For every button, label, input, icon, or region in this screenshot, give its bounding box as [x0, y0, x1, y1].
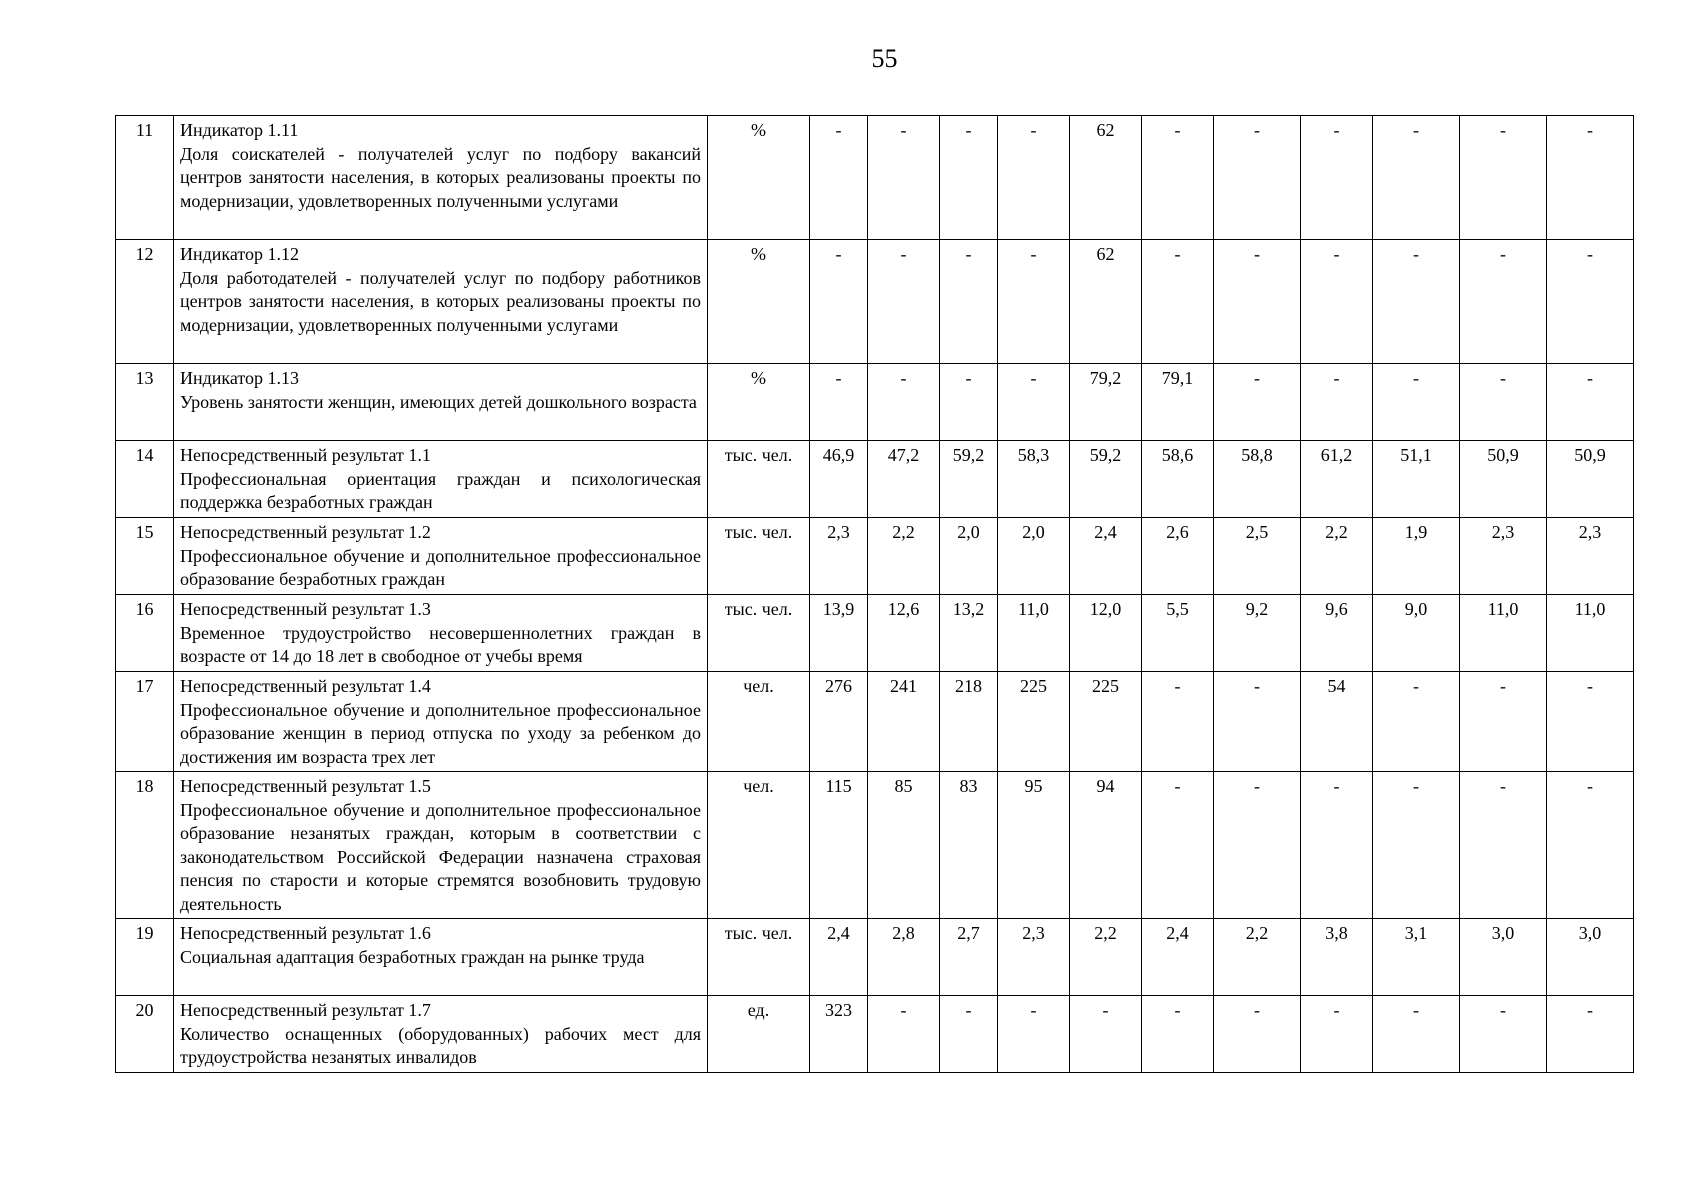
indicator-text: Доля соискателей - получателей услуг по подбору вакансий центров занятости населения, в которых реализованы проекты по модернизации, удовлетворенных полученными услугами [180, 143, 701, 211]
value-cell: - [868, 996, 940, 1073]
value-cell: 2,4 [810, 919, 868, 996]
indicator-title: Непосредственный результат 1.3 [180, 599, 431, 619]
unit-cell: чел. [708, 672, 810, 772]
value-cell: 13,9 [810, 595, 868, 672]
indicator-title: Непосредственный результат 1.4 [180, 676, 431, 696]
row-number: 19 [116, 919, 174, 996]
value-cell: 3,0 [1460, 919, 1547, 996]
value-cell: - [940, 364, 998, 441]
indicator-description [174, 116, 708, 240]
value-cell: - [1214, 364, 1301, 441]
value-cell: - [1373, 672, 1460, 772]
value-cell: 11,0 [1547, 595, 1634, 672]
value-cell: 225 [1070, 672, 1142, 772]
value-cell: 94 [1070, 772, 1142, 919]
value-cell: - [1142, 116, 1214, 240]
value-cell: 2,0 [998, 518, 1070, 595]
value-cell: 2,3 [1547, 518, 1634, 595]
value-cell: 54 [1301, 672, 1373, 772]
value-cell: 95 [998, 772, 1070, 919]
row-number: 17 [116, 672, 174, 772]
value-cell: 3,1 [1373, 919, 1460, 996]
value-cell: - [1460, 364, 1547, 441]
unit-cell: тыс. чел. [708, 919, 810, 996]
value-cell: 61,2 [1301, 441, 1373, 518]
value-cell: 2,2 [1214, 919, 1301, 996]
table-row [116, 595, 1634, 672]
indicator-title: Непосредственный результат 1.2 [180, 522, 431, 542]
value-cell: - [1142, 672, 1214, 772]
table-row [116, 441, 1634, 518]
value-cell: - [1547, 364, 1634, 441]
row-number: 20 [116, 996, 174, 1073]
value-cell: 2,3 [810, 518, 868, 595]
value-cell: 276 [810, 672, 868, 772]
value-cell: - [1547, 116, 1634, 240]
indicator-text: Профессиональное обучение и дополнительное профессиональное образование женщин в период отпуска по уходу за ребенком до достижения им возраста трех лет [180, 699, 701, 767]
table-row [116, 364, 1634, 441]
value-cell: 241 [868, 672, 940, 772]
value-cell: 2,2 [1301, 518, 1373, 595]
indicator-description [174, 919, 708, 996]
value-cell: - [940, 116, 998, 240]
indicator-text: Количество оснащенных (оборудованных) рабочих мест для трудоустройства незанятых инвалидов [180, 1023, 701, 1067]
indicator-title: Индикатор 1.11 [180, 120, 299, 140]
value-cell: - [1142, 772, 1214, 919]
value-cell: - [1373, 996, 1460, 1073]
value-cell: 2,8 [868, 919, 940, 996]
value-cell: 218 [940, 672, 998, 772]
indicator-text: Профессиональная ориентация граждан и психологическая поддержка безработных граждан [180, 468, 701, 512]
unit-cell: тыс. чел. [708, 595, 810, 672]
value-cell: 3,8 [1301, 919, 1373, 996]
value-cell: 12,6 [868, 595, 940, 672]
value-cell: - [1547, 672, 1634, 772]
value-cell: - [1460, 240, 1547, 364]
indicator-description [174, 996, 708, 1073]
value-cell: 12,0 [1070, 595, 1142, 672]
value-cell: 58,8 [1214, 441, 1301, 518]
indicator-text: Профессиональное обучение и дополнительное профессиональное образование безработных граждан [180, 545, 701, 589]
value-cell: 47,2 [868, 441, 940, 518]
indicator-title: Непосредственный результат 1.1 [180, 445, 431, 465]
value-cell: - [1214, 240, 1301, 364]
unit-cell: % [708, 240, 810, 364]
value-cell: 50,9 [1547, 441, 1634, 518]
row-number: 16 [116, 595, 174, 672]
value-cell: - [998, 996, 1070, 1073]
value-cell: 3,0 [1547, 919, 1634, 996]
value-cell: - [1373, 116, 1460, 240]
row-number: 11 [116, 116, 174, 240]
indicator-text: Профессиональное обучение и дополнительное профессиональное образование незанятых граждан, которым в соответствии с законодательством Российской Федерации назначена страховая пенсия по старости и которые стремятся возобновить трудовую деятельность [180, 799, 701, 914]
value-cell: - [1547, 772, 1634, 919]
unit-cell: % [708, 364, 810, 441]
indicator-title: Непосредственный результат 1.7 [180, 1000, 431, 1020]
value-cell: - [1214, 996, 1301, 1073]
value-cell: - [1301, 240, 1373, 364]
value-cell: 115 [810, 772, 868, 919]
value-cell: 2,6 [1142, 518, 1214, 595]
row-number: 13 [116, 364, 174, 441]
indicator-title: Непосредственный результат 1.5 [180, 776, 431, 796]
value-cell: - [810, 240, 868, 364]
value-cell: 59,2 [1070, 441, 1142, 518]
indicator-description [174, 772, 708, 919]
value-cell: - [1547, 996, 1634, 1073]
unit-cell: % [708, 116, 810, 240]
value-cell: - [810, 364, 868, 441]
value-cell: - [1301, 772, 1373, 919]
value-cell: 1,9 [1373, 518, 1460, 595]
value-cell: 13,2 [940, 595, 998, 672]
value-cell: 50,9 [1460, 441, 1547, 518]
value-cell: 9,0 [1373, 595, 1460, 672]
value-cell: 9,2 [1214, 595, 1301, 672]
value-cell: - [1301, 996, 1373, 1073]
row-number: 14 [116, 441, 174, 518]
indicator-title: Индикатор 1.12 [180, 244, 300, 264]
value-cell: 2,4 [1142, 919, 1214, 996]
value-cell: 59,2 [940, 441, 998, 518]
row-number: 15 [116, 518, 174, 595]
value-cell: - [1214, 116, 1301, 240]
indicator-description [174, 595, 708, 672]
value-cell: - [1373, 364, 1460, 441]
value-cell: - [1547, 240, 1634, 364]
indicator-title: Индикатор 1.13 [180, 368, 300, 388]
value-cell: 51,1 [1373, 441, 1460, 518]
value-cell: 62 [1070, 240, 1142, 364]
indicator-description [174, 441, 708, 518]
value-cell: 2,3 [998, 919, 1070, 996]
value-cell: 11,0 [998, 595, 1070, 672]
row-number: 18 [116, 772, 174, 919]
unit-cell: чел. [708, 772, 810, 919]
table-row [116, 996, 1634, 1073]
value-cell: 46,9 [810, 441, 868, 518]
value-cell: - [868, 116, 940, 240]
value-cell: - [1373, 240, 1460, 364]
value-cell: - [1460, 772, 1547, 919]
value-cell: - [1070, 996, 1142, 1073]
table-row [116, 772, 1634, 919]
unit-cell: тыс. чел. [708, 518, 810, 595]
value-cell: 2,5 [1214, 518, 1301, 595]
value-cell: - [1214, 772, 1301, 919]
table-row [116, 116, 1634, 240]
value-cell: 83 [940, 772, 998, 919]
indicator-description [174, 364, 708, 441]
value-cell: 323 [810, 996, 868, 1073]
table-row [116, 919, 1634, 996]
value-cell: - [868, 240, 940, 364]
value-cell: 2,4 [1070, 518, 1142, 595]
value-cell: 2,2 [868, 518, 940, 595]
page-number: 55 [871, 44, 898, 73]
unit-cell: тыс. чел. [708, 441, 810, 518]
value-cell: 58,6 [1142, 441, 1214, 518]
value-cell: - [998, 116, 1070, 240]
value-cell: - [1373, 772, 1460, 919]
value-cell: - [1301, 116, 1373, 240]
value-cell: 2,3 [1460, 518, 1547, 595]
value-cell: 85 [868, 772, 940, 919]
value-cell: - [998, 364, 1070, 441]
table-row [116, 672, 1634, 772]
indicator-description [174, 672, 708, 772]
value-cell: 9,6 [1301, 595, 1373, 672]
unit-cell: ед. [708, 996, 810, 1073]
value-cell: - [940, 240, 998, 364]
value-cell: - [940, 996, 998, 1073]
table-row [116, 518, 1634, 595]
value-cell: 2,7 [940, 919, 998, 996]
value-cell: 11,0 [1460, 595, 1547, 672]
value-cell: - [1142, 240, 1214, 364]
indicators-table [115, 115, 1634, 1073]
value-cell: 5,5 [1142, 595, 1214, 672]
value-cell: - [998, 240, 1070, 364]
value-cell: 2,2 [1070, 919, 1142, 996]
value-cell: - [1460, 116, 1547, 240]
value-cell: 225 [998, 672, 1070, 772]
table-body [116, 116, 1634, 1073]
value-cell: - [868, 364, 940, 441]
indicator-text: Уровень занятости женщин, имеющих детей дошкольного возраста [180, 391, 697, 412]
indicator-text: Доля работодателей - получателей услуг по подбору работников центров занятости населения, в которых реализованы проекты по модернизации, удовлетворенных полученными услугами [180, 267, 701, 335]
row-number: 12 [116, 240, 174, 364]
indicator-text: Временное трудоустройство несовершеннолетних граждан в возрасте от 14 до 18 лет в свободное от учебы время [180, 622, 701, 666]
value-cell: 58,3 [998, 441, 1070, 518]
value-cell: - [1460, 996, 1547, 1073]
indicator-description [174, 240, 708, 364]
value-cell: - [1301, 364, 1373, 441]
value-cell: 79,2 [1070, 364, 1142, 441]
indicator-description [174, 518, 708, 595]
value-cell: - [1460, 672, 1547, 772]
table-row [116, 240, 1634, 364]
value-cell: 2,0 [940, 518, 998, 595]
indicator-title: Непосредственный результат 1.6 [180, 923, 431, 943]
value-cell: 62 [1070, 116, 1142, 240]
value-cell: - [810, 116, 868, 240]
value-cell: - [1142, 996, 1214, 1073]
value-cell: - [1214, 672, 1301, 772]
value-cell: 79,1 [1142, 364, 1214, 441]
indicator-text: Социальная адаптация безработных граждан на рынке труда [180, 946, 645, 967]
